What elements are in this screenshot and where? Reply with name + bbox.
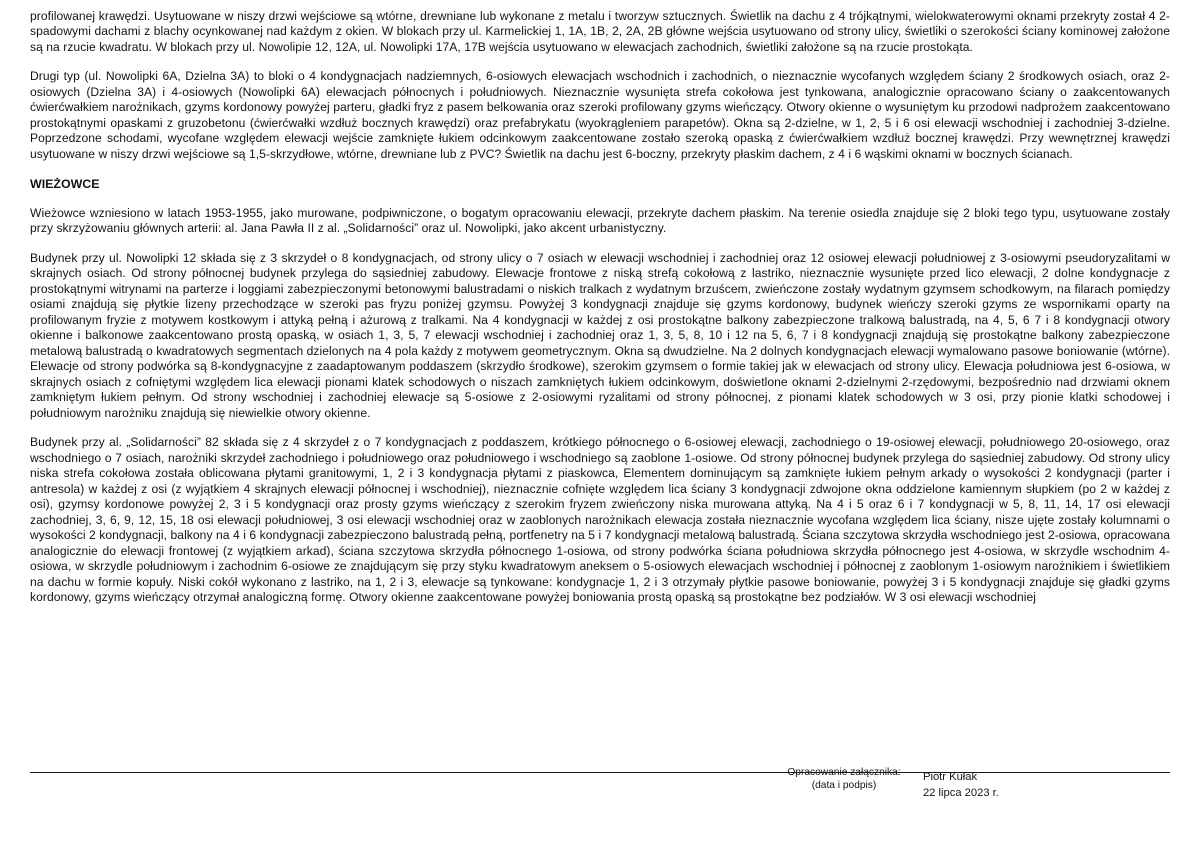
- paragraph-second-type: Drugi typ (ul. Nowolipki 6A, Dzielna 3A) to bloki o 4 kondygnacjach nadziemnych, 6-osiowych elewacjach wschodnich i zachodnich, o nieznacznie wycofanych względem ściany 2 środkowych osiach, oraz 2-osiowych (Dzielna 3A) i 4-osiowych (Nowolipki 6A) elewacjach północnych i południowych. Nieznacznie wysunięta strefa cokołowa jest tynkowana, analogicznie opracowano ściany o zaakcentowanych ćwierćwałkiem narożnikach, gzyms kordonowy powyżej parteru, gładki fryz z pasem belkowania oraz szeroki profilowany gzyms wieńczący. Otwory okienne o wysuniętym ku przodowi nadprożem zaakcentowano prostokątnymi opaskami z gruzobetonu (ćwierćwałki wzdłuż bocznych krawędzi) oraz prefabrykatu (wyokrągleniem parapetów). Okna są 2-dzielne, w 1, 2, 5 i 6 osi elewacji wschodniej i zachodniej 3-dzielne. Poprzedzone schodami, wycofane względem elewacji wejście zamknięte łukiem odcinkowym zaakcentowane zostało szeroką opaską z ćwierćwałkiem wzdłuż bocznej krawędzi. Przy wewnętrznej krawędzi usytuowane w niszy drzwi wejściowe są 1,5-skrzydłowe, wtórne, drewniane lub z PVC? Świetlik na dachu jest 6-boczny, przekryty płaskim dachem, z 4 i 6 wąskimi oknami w bocznych ścianach.: [30, 69, 1170, 161]
- paragraph-continued: profilowanej krawędzi. Usytuowane w niszy drzwi wejściowe są wtórne, drewniane lub wykonane z metalu i tworzyw sztucznych. Świetlik na dachu z 4 trójkątnymi, wielokwaterowymi oknami przekryty został 4 2-spadowymi dachami z blachy ocynkowanej nad każdym z okien. W blokach przy ul. Karmelickiej 1, 1A, 1B, 2, 2A, 2B główne wejścia usytuowano od strony ulicy, świetliki o szerokości ściany kominowej założone są na rzucie kwadratu. W blokach przy ul. Nowolipie 12, 12A, ul. Nowolipki 17A, 17B wejścia usytuowano w elewacjach zachodnich, świetliki założone są na rzucie prostokąta.: [30, 9, 1170, 54]
- paragraph-intro: Wieżowce wzniesiono w latach 1953-1955, jako murowane, podpiwniczone, o bogatym opracowaniu elewacji, przekryte dachem płaskim. Na terenie osiedla znajduje się 2 bloki tego typu, usytuowane zostały przy skrzyżowaniu głównych arterii: al. Jana Pawła II z al. „Solidarności” oraz ul. Nowolipki, jako akcent urbanistyczny.: [30, 205, 1170, 236]
- author-block: [923, 769, 999, 801]
- signature-date: 22 lipca 2023 r.: [923, 787, 999, 799]
- document-page: [30, 9, 1170, 799]
- footer-divider: [30, 772, 1170, 773]
- paragraph-nowolipki-12: Budynek przy ul. Nowolipki 12 składa się z 3 skrzydeł o 8 kondygnacjach, od strony ulicy o 7 osiach w elewacji wschodniej i zachodniej oraz 12 osiowej elewacji południowej z 3-osiowymi pseudoryzalitami w skrajnych osiach. Od strony północnej budynek przylega do sąsiedniej zabudowy. Elewacje frontowe z niską strefą cokołową z lastriko, nieznacznie wysunięte przed lico elewacji, 2 dolne kondygnacje z prostokątnymi witrynami na parterze i loggiami zabezpieczonymi betonowymi balustradami o niskich tralkach z wydatnym brzuścem, zwieńczone zostały wydatnym gzymsem schodkowym, na filarach pomiędzy osiami znajdują się płytkie lizeny przechodzące w szeroki pas fryzu poniżej gzymsu. Powyżej 3 kondygnacji znajduje się gzyms kordonowy, budynek wieńczy szeroki gzyms ze wspornikami oparty na profilowanym fryzie z motywem kostkowym i attyką pełną i ażurową z tralkami. Na 4 kondygnacji w każdej z osi prostokątne balkony zabezpieczone tralkową balustradą, na 4, 5, 6 7 i 8 kondygnacji otwory okienne i balkonowe zaakcentowano prostą opaską, w osiach 1, 3, 5, 7 elewacji wschodniej i zachodniej oraz 1, 3, 5, 8, 10 i 12 na 5, 6, 7 i 8 kondygnacji znajdują się prostokątne balkony zabezpieczone metalową balustradą o kwadratowych segmentach dzielonych na 4 pola każdy z motywem geometrycznym. Okna są dwudzielne. Na 2 dolnych kondygnacjach elewacji wymalowano pasowe boniowanie (wtórne). Elewacje od strony podwórka są 8-kondygnacyjne z zaadaptowanym poddaszem (skrzydło środkowe), szerokim gzymsem o formie takiej jak w elewacjach od strony ulicy. Elewacja południowa jest 6-osiowa, w skrajnych osiach z cofniętymi względem lica elewacji pionami klatek schodowych o niszach zamkniętych łukiem odcinkowym, doświetlone oknami 2-dzielnymi 2-rzędowymi, bezpośrednio nad drzwiami oknem zamkniętym łukiem pełnym. Od strony wschodniej i zachodniej elewacje są 5-osiowe z 2-osiowymi ryzalitami od strony północnej, z pionami klatek schodowych w 3 osi, przy pionie klatki schodowej i południowym narożniku znajdują się niewielkie otwory okienne.: [30, 250, 1170, 420]
- section-heading: WIEŻOWCE: [30, 176, 100, 191]
- footer: [30, 767, 1170, 817]
- author-name: Piotr Kułak: [923, 771, 978, 783]
- signature-label-line-1: Opracowanie załącznika:: [787, 767, 901, 778]
- signature-label: [778, 767, 910, 792]
- signature-label-line-2: (data i podpis): [811, 779, 877, 791]
- paragraph-solidarnosci-82: Budynek przy al. „Solidarności” 82 składa się z 4 skrzydeł z o 7 kondygnacjach z poddaszem, krótkiego północnego o 6-osiowej elewacji, zachodniego o 19-osiowej elewacji, południowego 20-osiowego, oraz wschodniego o 7 osiach, narożniki skrzydeł zachodniego i południowego oraz południowego i wschodniego są zaoblone 1-osiowe. Od strony północnej budynek przylega do sąsiedniej zabudowy. Od strony ulicy niska strefa cokołowa została oblicowana płytami granitowymi, 1, 2 i 3 kondygnacja płytami z piaskowca, Elementem dominującym są zamknięte łukiem pełnym arkady o wysokości 2 kondygnacji (parter i antresola) w każdej z osi (z wyjątkiem 4 skrajnych elewacji północnej i wschodniej), nieznacznie cofnięte względem lica ściany 3 kondygnacji zdwojone okna oddzielone kamiennym słupkiem (po 2 w każdej z osi), gzymsy kordonowe powyżej 2, 3 i 5 kondygnacji oraz prosty gzyms wieńczący z szerokim fryzem zwieńczony niska murowana attyką. Na 4 i 5 oraz 6 i 7 kondygnacji w 5, 8, 11, 14, 17 osi elewacji zachodniej, 3, 6, 9, 12, 15, 18 osi elewacji południowej, 3 osi elewacji wschodniej oraz w zaoblonych narożnikach elewacja została nieznacznie wycofana względem lica ściany, nisze ujęte zostały kolumnami o wysokości 2 kondygnacji, balkony na 4 i 6 kondygnacji zabezpieczono balustradą pełną, portfenetry na 5 i 7 kondygnacji metalową balustradą. Ściana szczytowa skrzydła wschodniego jest 2-osiowa, opracowana analogicznie do elewacji frontowej (z wyjątkiem arkad), ściana szczytowa skrzydła północnego 1-osiowa, od strony podwórka ściana południowa skrzydła północnego jest 4-osiowa, w skrzydle wschodnim 4-osiowa, w skrzydle południowym i zachodnim 6-osiowe ze znajdującym się przy styku kwadratowym aneksem o 5-osiowych elewacjach wschodniej i północnej z zaoblonym 1-osiowym narożnikiem i świetlikiem na dachu w formie kopuły. Niski cokół wykonano z lastriko, na 1, 2 i 3, elewacje są tynkowane: kondygnacje 1, 2 i 3 otrzymały płytkie pasowe boniowanie, powyżej 3 i 5 kondygnacji znajduje się gładki gzyms kordonowy, gzyms wieńczący otrzymał analogiczną formę. Otwory okienne zaakcentowane powyżej boniowania prostą opaską są prostokątne bez podziałów. W 3 osi elewacji wschodniej: [30, 435, 1170, 604]
